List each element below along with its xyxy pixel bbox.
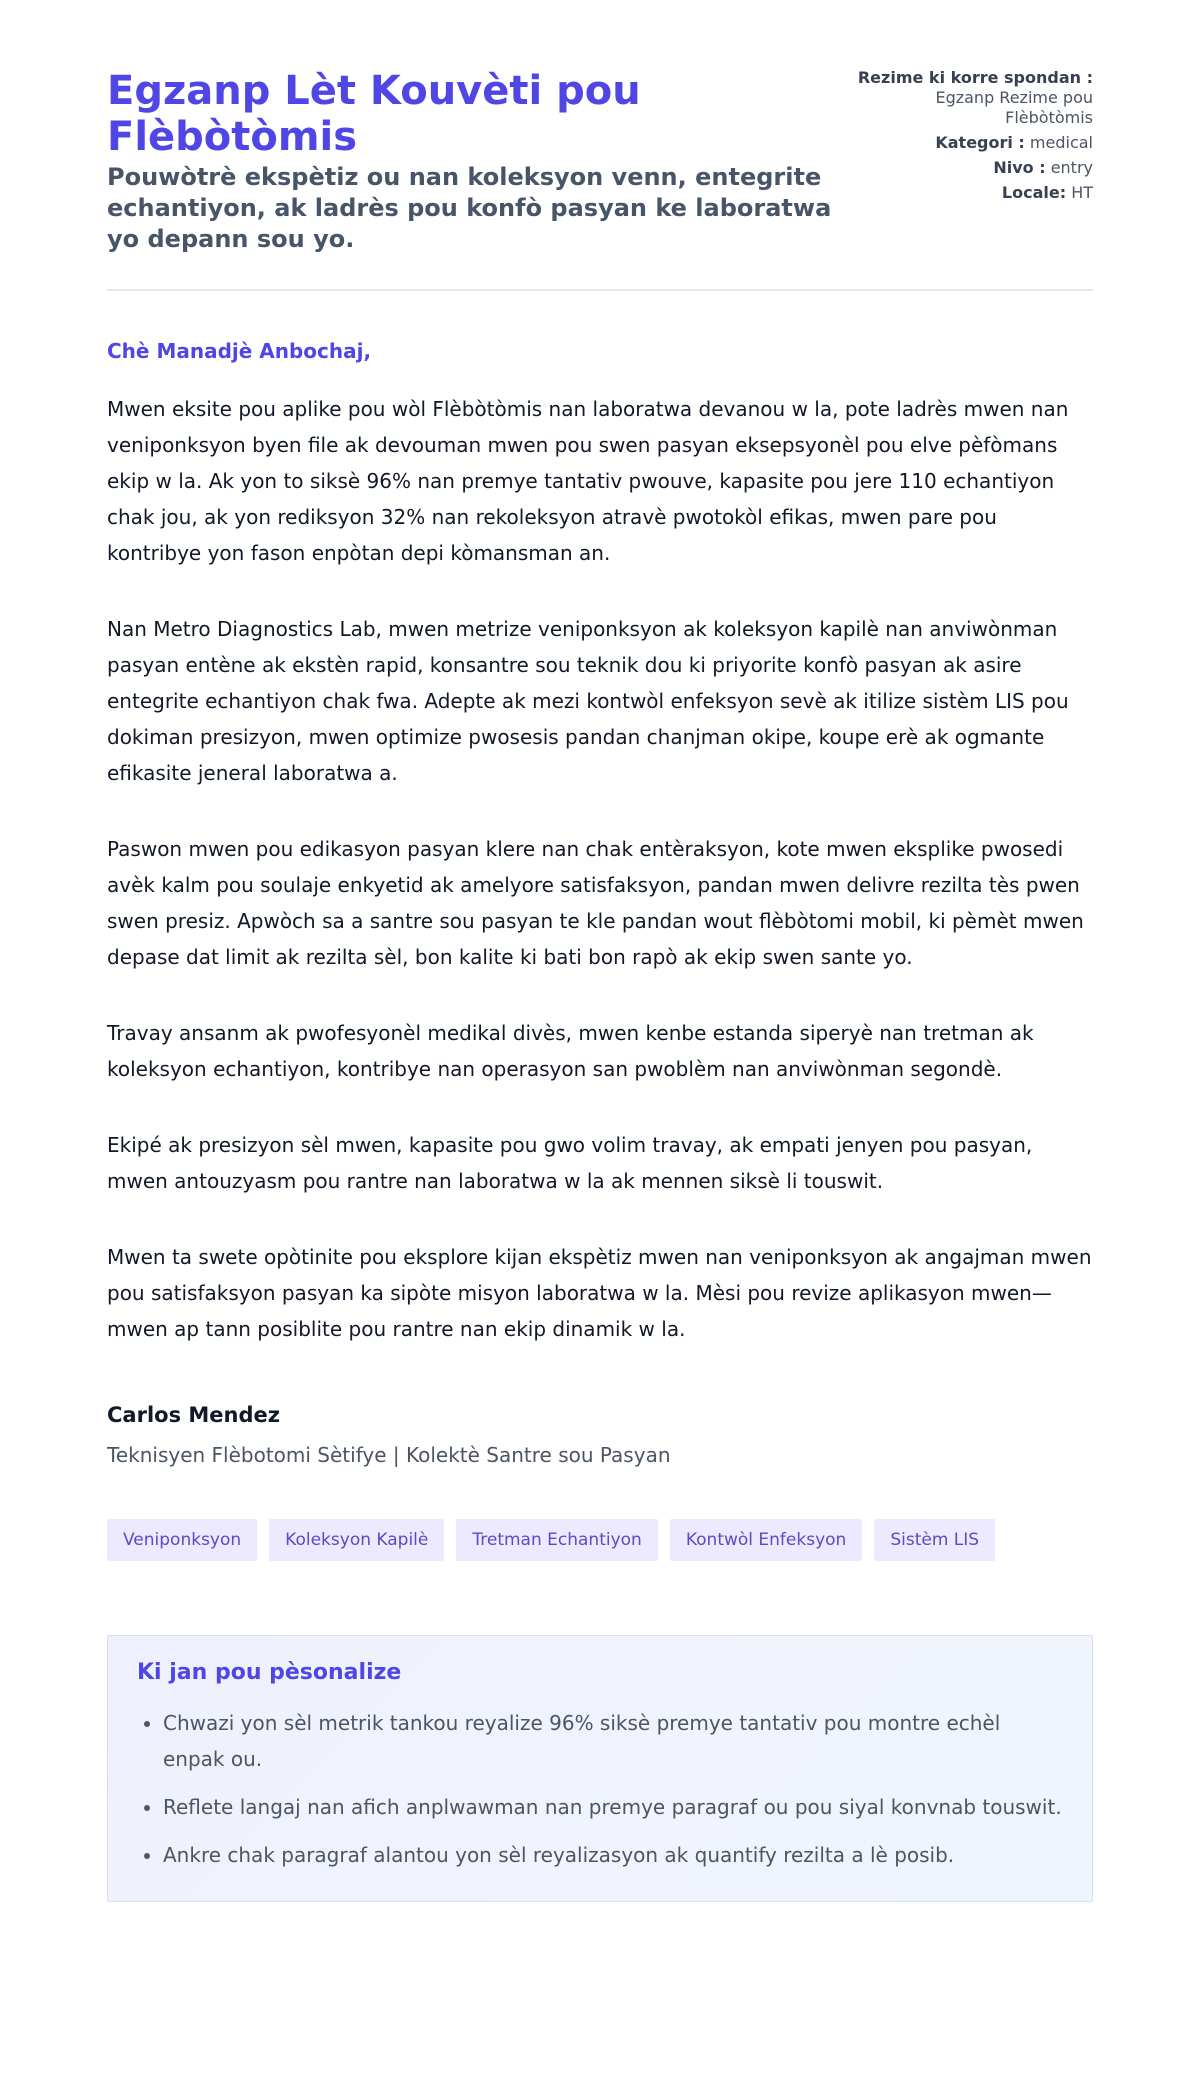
meta-level-value: entry	[1050, 158, 1093, 177]
tips-list-item: • Reflete langaj nan afich anplwawman nan premye paragraf ou pou siyal konvnab touswit.	[163, 1789, 1063, 1825]
meta-locale-label: Locale:	[1001, 183, 1067, 202]
signature-name: Carlos Mendez	[107, 1403, 280, 1427]
meta-level-label: Nivo :	[993, 158, 1046, 177]
meta-level	[853, 158, 1093, 178]
letter-paragraph: Mwen eksite pou aplike pou wòl Flèbòtòmis nan laboratwa devanou w la, pote ladrès mwen nan veniponksyon byen file ak devouman mwen pou swen pasyan eksepsyonèl pou elve pèfòmans ekip w la. Ak yon to siksè 96% nan premye tantativ pwouve, kapasite pou jere 110 echantiyon chak jou, ak yon rediksyon 32% nan rekoleksyon atravè pwotokòl efikas, mwen pare pou kontribye yon fason enpòtan depi kòmansman an.	[107, 397, 1069, 565]
letter-paragraph: Paswon mwen pou edikasyon pasyan klere nan chak entèraksyon, kote mwen eksplike pwosedi avèk kalm pou soulaje enkyetid ak amelyore satisfaksyon, pandan mwen delivre rezilta tès pwen swen presiz. Apwòch sa a santre sou pasyan te kle pandan wout flèbòtomi mobil, ki pèmèt mwen depase dat limit ak rezilta sèl, bon kalite ki bati bon rapò ak ekip swen sante yo.	[107, 837, 1084, 969]
meta-panel	[853, 68, 1093, 208]
meta-summary	[853, 68, 1093, 128]
skill-tag: Koleksyon Kapilè	[269, 1519, 444, 1561]
tips-title: Ki jan pou pèsonalize	[137, 1660, 402, 1685]
signature-title: Teknisyen Flèbotomi Sètifye | Kolektè Santre sou Pasyan	[107, 1443, 671, 1467]
meta-summary-label: Rezime ki korre spondan :	[857, 68, 1093, 87]
signature-block	[107, 1403, 1093, 1467]
customization-tips-box	[107, 1635, 1093, 1902]
tips-list-item: • Chwazi yon sèl metrik tankou reyalize 96% siksè premye tantativ pou montre echèl enpak ou.	[163, 1705, 1063, 1777]
skill-tag: Kontwòl Enfeksyon	[670, 1519, 862, 1561]
tips-list-item: • Ankre chak paragraf alantou yon sèl reyalizasyon ak quantify rezilta a lè posib.	[163, 1837, 1063, 1873]
letter-paragraph: Mwen ta swete opòtinite pou eksplore kijan ekspètiz mwen nan veniponksyon ak angajman mwen pou satisfaksyon pasyan ka sipòte misyon laboratwa w la. Mèsi pou revize aplikasyon mwen—mwen ap tann posiblite pou rantre nan ekip dinamik w la.	[107, 1245, 1092, 1341]
letter-paragraph: Travay ansanm ak pwofesyonèl medikal divès, mwen kenbe estanda siperyè nan tretman ak koleksyon echantiyon, kontribye nan operasyon san pwoblèm nan anviwònman segondè.	[107, 1021, 1034, 1081]
meta-category-value: medical	[1029, 133, 1093, 152]
skill-tag: Tretman Echantiyon	[456, 1519, 657, 1561]
header	[107, 60, 1093, 291]
page-title: Egzanp Lèt Kouvèti pou Flèbòtòmis	[107, 68, 641, 160]
meta-summary-value: Egzanp Rezime pou Flèbòtòmis	[935, 88, 1093, 127]
letter-body	[107, 391, 1093, 1347]
tips-list	[137, 1705, 1063, 1873]
letter-paragraph: Ekipé ak presizyon sèl mwen, kapasite pou gwo volim travay, ak empati jenyen pou pasyan, mwen antouzyasm pou rantre nan laboratwa w la ak mennen siksè li touswit.	[107, 1133, 1033, 1193]
letter-paragraph: Nan Metro Diagnostics Lab, mwen metrize veniponksyon ak koleksyon kapilè nan anviwònman pasyan entène ak ekstèn rapid, konsantre sou teknik dou ki priyorite konfò pasyan ak asire entegrite echantiyon chak fwa. Adepte ak mezi kontwòl enfeksyon sevè ak itilize sistèm LIS pou dokiman presizyon, mwen optimize pwosesis pandan chanjman okipe, koupe erè ak ogmante efikasite jeneral laboratwa a.	[107, 617, 1069, 785]
page-subtitle: Pouwòtrè ekspètiz ou nan koleksyon venn, entegrite echantiyon, ak ladrès pou konfò pasyan ke laboratwa yo depann sou yo.	[107, 163, 832, 253]
meta-category	[853, 133, 1093, 153]
skill-tag: Sistèm LIS	[874, 1519, 995, 1561]
meta-locale	[853, 183, 1093, 203]
meta-category-label: Kategori :	[935, 133, 1025, 152]
header-title-block	[107, 68, 847, 255]
letter-greeting: Chè Manadjè Anbochaj,	[107, 339, 372, 363]
skill-tags	[107, 1519, 1093, 1561]
skill-tag: Veniponksyon	[107, 1519, 257, 1561]
meta-locale-value: HT	[1071, 183, 1093, 202]
